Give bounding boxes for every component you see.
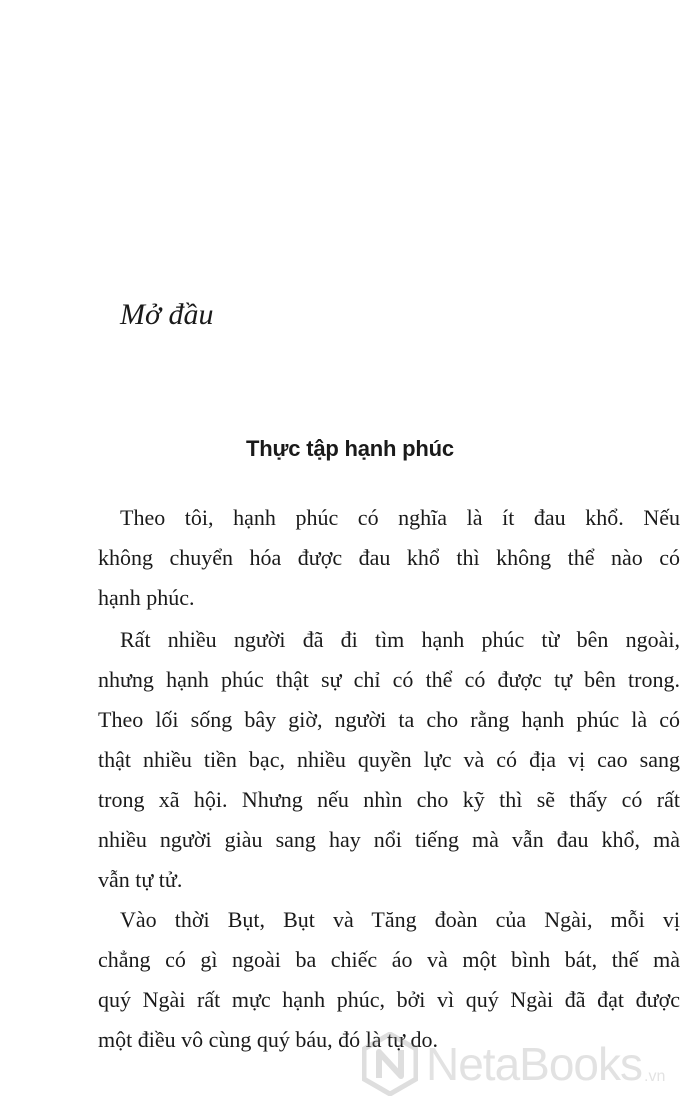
netabooks-logo-icon	[362, 1032, 418, 1096]
paragraph-line: quý Ngài rất mực hạnh phúc, bởi vì quý Ngài đã đạt được	[98, 987, 680, 1012]
paragraph-line: chẳng có gì ngoài ba chiếc áo và một bình bát, thế mà	[98, 947, 680, 972]
paragraph-line: hạnh phúc.	[98, 585, 195, 610]
paragraph-line: một điều vô cùng quý báu, đó là tự do.	[98, 1027, 439, 1052]
paragraph-2	[98, 620, 680, 900]
paragraph-line: vẫn tự tử.	[98, 867, 183, 892]
paragraph-line: Rất nhiều người đã đi tìm hạnh phúc từ bên ngoài,	[120, 627, 680, 652]
paragraph-line: nhiều người giàu sang hay nổi tiếng mà vẫn đau khổ, mà	[98, 827, 680, 852]
paragraph-line: Vào thời Bụt, Bụt và Tăng đoàn của Ngài, mỗi vị	[120, 907, 680, 932]
paragraph-line: nhưng hạnh phúc thật sự chỉ có thể có được tự bên trong.	[98, 667, 680, 692]
paragraph-line: thật nhiều tiền bạc, nhiều quyền lực và có địa vị cao sang	[98, 747, 680, 772]
paragraph-line: Theo lối sống bây giờ, người ta cho rằng hạnh phúc là có	[98, 707, 680, 732]
watermark	[362, 1024, 665, 1104]
chapter-heading: Thực tập hạnh phúc	[246, 436, 454, 461]
watermark-suffix: .vn	[644, 1068, 666, 1085]
paragraph-line: trong xã hội. Nhưng nếu nhìn cho kỹ thì sẽ thấy có rất	[98, 787, 680, 812]
paragraph-line: Theo tôi, hạnh phúc có nghĩa là ít đau khổ. Nếu	[120, 505, 680, 530]
watermark-brand: NetaBooks	[426, 1038, 643, 1090]
paragraph-line: không chuyển hóa được đau khổ thì không thể nào có	[98, 545, 680, 570]
section-title: Mở đầu	[120, 298, 214, 331]
paragraph-1	[98, 498, 680, 618]
